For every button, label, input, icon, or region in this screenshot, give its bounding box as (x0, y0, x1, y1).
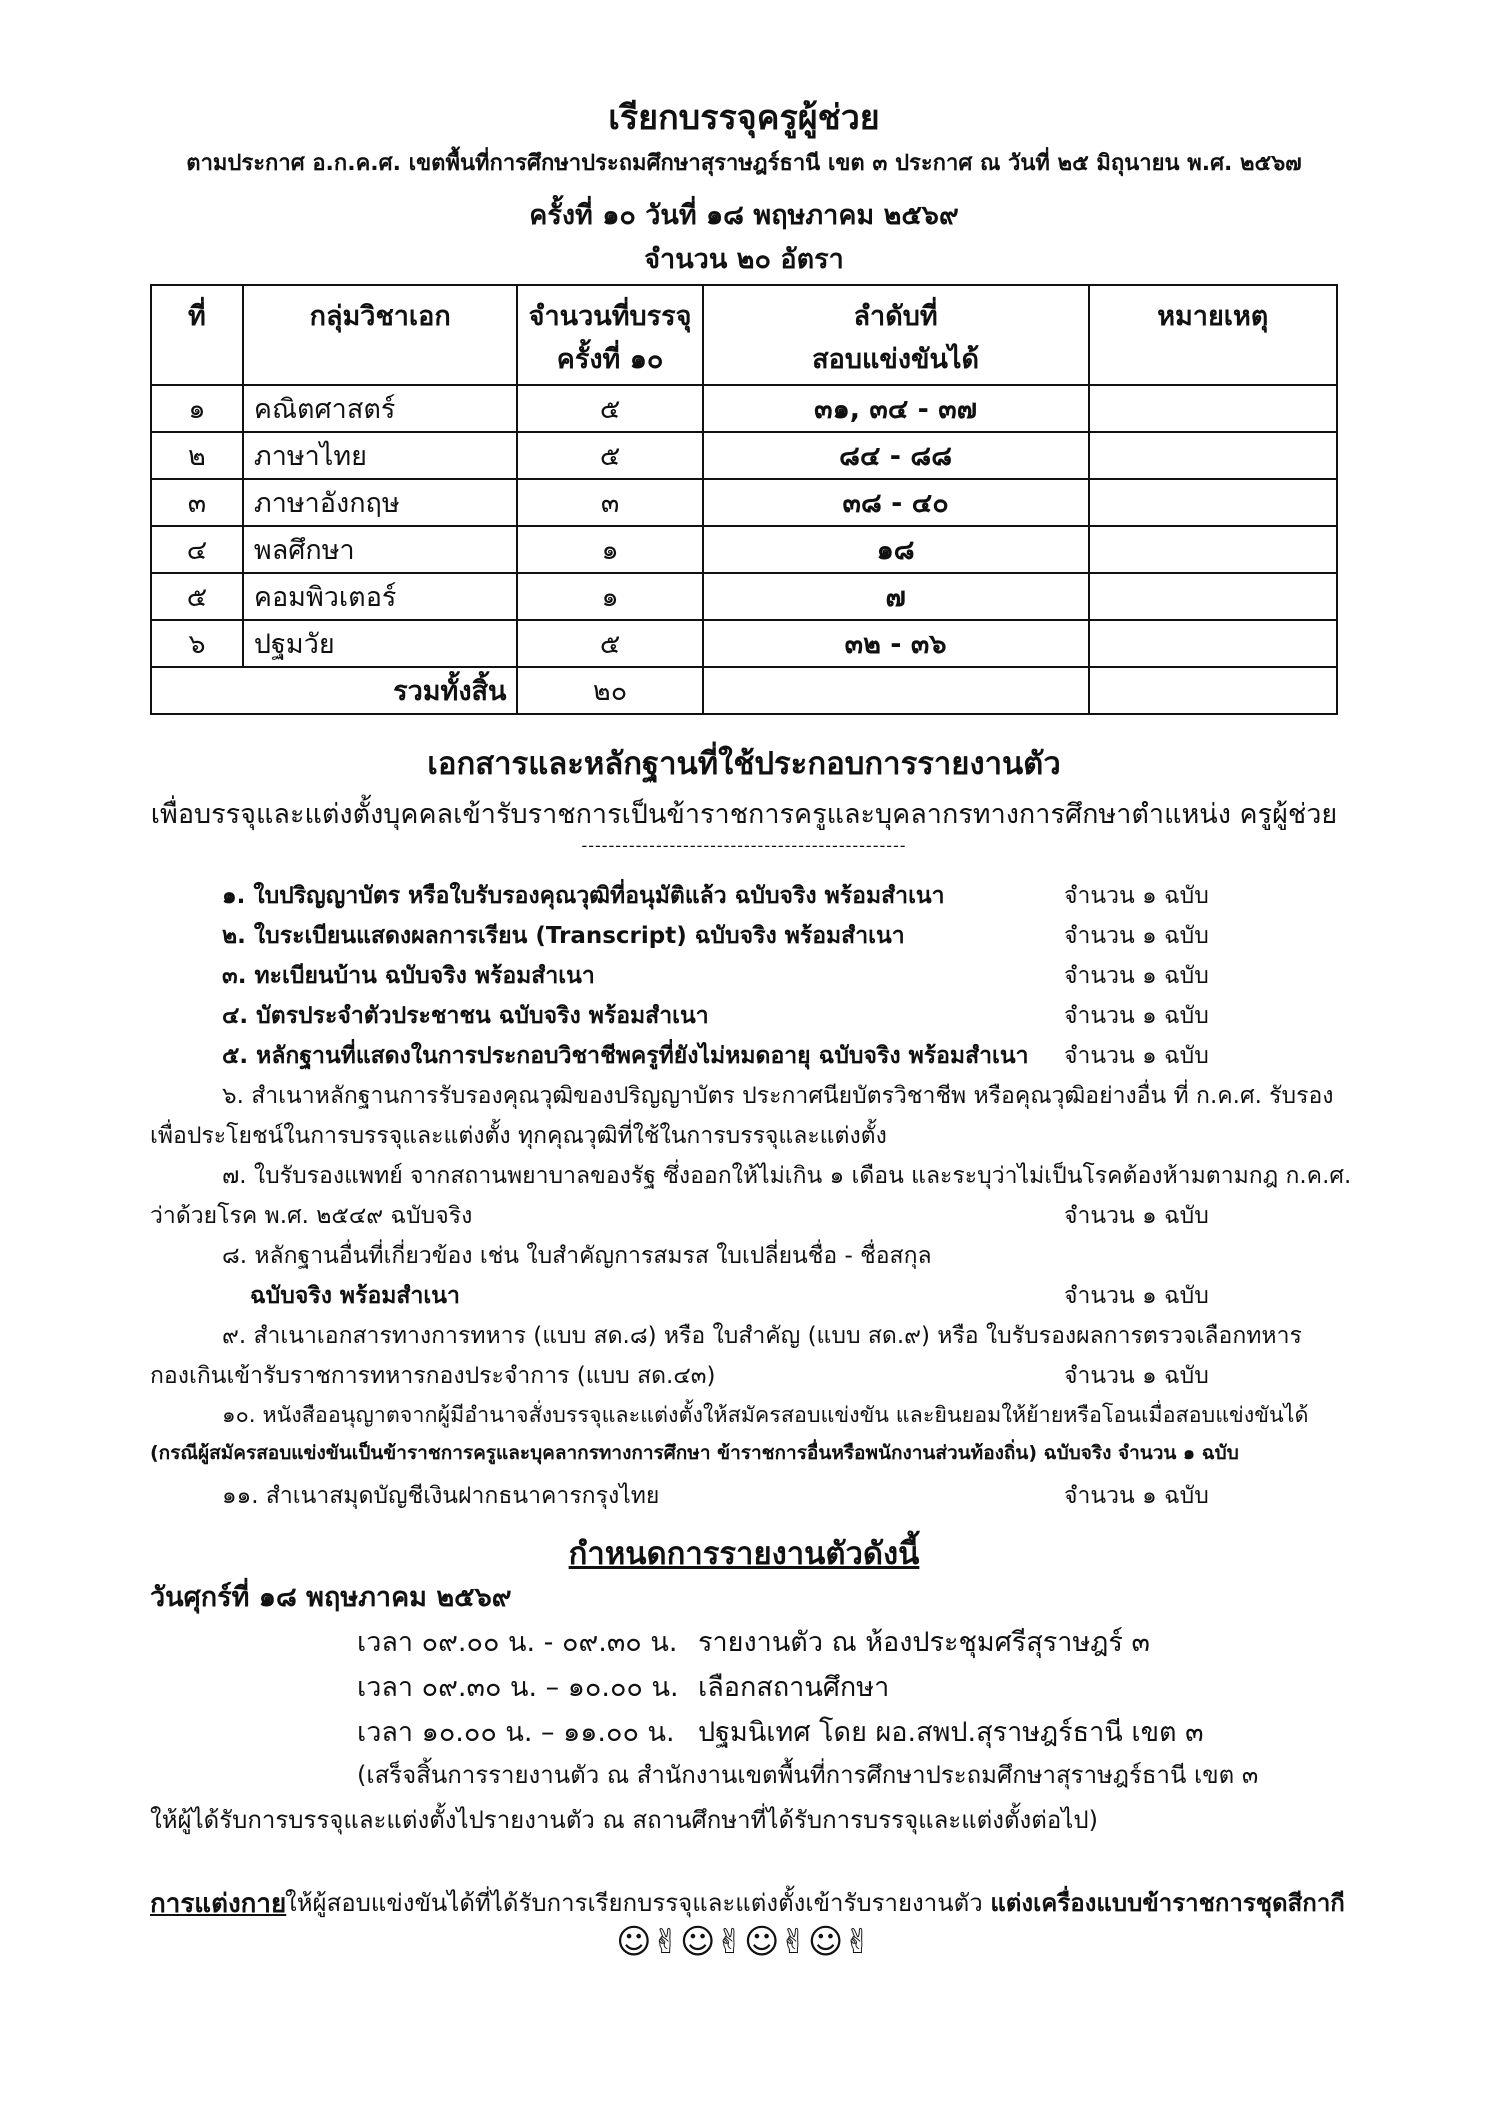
announcement-reference: ตามประกาศ อ.ก.ค.ศ. เขตพื้นที่การศึกษาประถมศึกษาสุราษฎร์ธานี เขต ๓ ประกาศ ณ วันที่ ๒๕ มิถุนายน พ.ศ. ๒๕๖๗ (186, 151, 1302, 176)
cell-subject: คอมพิวเตอร์ (243, 573, 518, 620)
document-qty-4: จำนวน ๑ ฉบับ (1064, 1003, 1209, 1029)
document-qty-3: จำนวน ๑ ฉบับ (1064, 963, 1209, 989)
smiley-victory-icon: ☺✌☺✌☺✌☺✌ (616, 1922, 872, 1962)
schedule-time-3: เวลา ๑๐.๐๐ น. – ๑๑.๐๐ น. (357, 1717, 675, 1748)
col-header-note: หมายเหตุ (1089, 285, 1337, 385)
document-item-2: ๒. ใบระเบียนแสดงผลการเรียน (Transcript) ฉบับจริง พร้อมสำเนา (222, 923, 905, 949)
document-item-4: ๔. บัตรประจำตัวประชาชน ฉบับจริง พร้อมสำเนา (222, 1003, 709, 1029)
total-rank-empty (703, 667, 1089, 714)
schedule-activity-3: ปฐมนิเทศ โดย ผอ.สพป.สุราษฎร์ธานี เขต ๓ (698, 1717, 1204, 1748)
round-date: ครั้งที่ ๑๐ วันที่ ๑๘ พฤษภาคม ๒๕๖๙ (529, 200, 959, 231)
cell-no: ๑ (151, 385, 243, 432)
documents-title: เอกสารและหลักฐานที่ใช้ประกอบการรายงานตัว (427, 746, 1061, 782)
document-item-7-line2: ว่าด้วยโรค พ.ศ. ๒๕๔๙ ฉบับจริง (150, 1203, 473, 1229)
cell-note (1089, 573, 1337, 620)
total-value: ๒๐ (517, 667, 702, 714)
document-qty-11: จำนวน ๑ ฉบับ (1064, 1483, 1209, 1509)
document-item-11: ๑๑. สำเนาสมุดบัญชีเงินฝากธนาคารกรุงไทย (222, 1483, 660, 1509)
document-item-7-line1: ๗. ใบรับรองแพทย์ จากสถานพยาบาลของรัฐ ซึ่งออกให้ไม่เกิน ๑ เดือน และระบุว่าไม่เป็นโรคต้องห้ามตามกฎ ก.ค.ศ. (222, 1163, 1352, 1189)
cell-rank: ๓๑, ๓๔ - ๓๗ (703, 385, 1089, 432)
document-qty-1: จำนวน ๑ ฉบับ (1064, 883, 1209, 909)
cell-count: ๕ (517, 620, 702, 667)
dress-code-text (285, 1883, 1345, 1922)
cell-note (1089, 620, 1337, 667)
document-qty-9: จำนวน ๑ ฉบับ (1064, 1363, 1209, 1389)
document-qty-7: จำนวน ๑ ฉบับ (1064, 1203, 1209, 1229)
position-amount: จำนวน ๒๐ อัตรา (644, 244, 844, 275)
schedule-note-line2: ให้ผู้ได้รับการบรรจุและแต่งตั้งไปรายงานตัว ณ สถานศึกษาที่ได้รับการบรรจุและแต่งตั้งต่อไป) (150, 1806, 1098, 1834)
table-total-row (151, 667, 1337, 714)
cell-count: ๑ (517, 526, 702, 573)
cell-rank: ๗ (703, 573, 1089, 620)
dress-code-uniform: แต่งเครื่องแบบข้าราชการชุดสีกากี (990, 1889, 1345, 1917)
col-header-rank-line2: สอบแข่งขันได้ (812, 344, 980, 375)
table-row (151, 620, 1337, 667)
document-item-8-line2: ฉบับจริง พร้อมสำเนา (250, 1283, 460, 1309)
cell-rank: ๑๘ (703, 526, 1089, 573)
document-item-8-line1: ๘. หลักฐานอื่นที่เกี่ยวข้อง เช่น ใบสำคัญการสมรส ใบเปลี่ยนชื่อ - ชื่อสกุล (222, 1243, 932, 1269)
schedule-time-1: เวลา ๐๙.๐๐ น. - ๐๙.๓๐ น. (357, 1627, 678, 1658)
divider: ------------------------------------------------ (581, 836, 907, 855)
cell-note (1089, 385, 1337, 432)
quota-table (150, 284, 1338, 715)
cell-count: ๓ (517, 479, 702, 526)
cell-subject: ปฐมวัย (243, 620, 518, 667)
total-label: รวมทั้งสิ้น (151, 667, 517, 714)
document-item-10-line2: (กรณีผู้สมัครสอบแข่งขันเป็นข้าราชการครูและบุคลากรทางการศึกษา ข้าราชการอื่นหรือพนักงานส่วนท้องถิ่น) ฉบับจริง จำนวน ๑ ฉบับ (150, 1442, 1239, 1464)
document-item-5: ๕. หลักฐานที่แสดงในการประกอบวิชาชีพครูที่ยังไม่หมดอายุ ฉบับจริง พร้อมสำเนา (222, 1043, 1029, 1069)
cell-count: ๕ (517, 385, 702, 432)
page-title: เรียกบรรจุครูผู้ช่วย (608, 98, 880, 138)
cell-rank: ๓๒ - ๓๖ (703, 620, 1089, 667)
documents-subtitle: เพื่อบรรจุและแต่งตั้งบุคคลเข้ารับราชการเป็นข้าราชการครูและบุคลากรทางการศึกษาตำแหน่ง ครูผู้ช่วย (150, 799, 1338, 830)
document-item-9-line1: ๙. สำเนาเอกสารทางการทหาร (แบบ สด.๘) หรือ ใบสำคัญ (แบบ สด.๙) หรือ ใบรับรองผลการตรวจเลือกทหาร (222, 1323, 1302, 1349)
total-note-empty (1089, 667, 1337, 714)
table-row (151, 432, 1337, 479)
cell-note (1089, 479, 1337, 526)
cell-rank: ๓๘ - ๔๐ (703, 479, 1089, 526)
cell-rank: ๘๔ - ๘๘ (703, 432, 1089, 479)
document-item-9-line2: กองเกินเข้ารับราชการทหารกองประจำการ (แบบ สด.๔๓) (150, 1363, 716, 1389)
cell-no: ๓ (151, 479, 243, 526)
schedule-activity-2: เลือกสถานศึกษา (698, 1672, 890, 1703)
document-item-6-line1: ๖. สำเนาหลักฐานการรับรองคุณวุฒิของปริญญาบัตร ประกาศนียบัตรวิชาชีพ หรือคุณวุฒิอย่างอื่น ที่ ก.ค.ศ. รับรอง (222, 1083, 1334, 1109)
schedule-title: กำหนดการรายงานตัวดังนี้ (568, 1536, 920, 1572)
col-header-count-line1: จำนวนที่บรรจุ (528, 301, 692, 332)
table-row (151, 479, 1337, 526)
document-item-3: ๓. ทะเบียนบ้าน ฉบับจริง พร้อมสำเนา (222, 963, 595, 989)
table-row (151, 385, 1337, 432)
cell-no: ๔ (151, 526, 243, 573)
cell-no: ๕ (151, 573, 243, 620)
dress-code-label: การแต่งกาย (150, 1889, 287, 1919)
col-header-count (517, 285, 702, 385)
document-qty-8: จำนวน ๑ ฉบับ (1064, 1283, 1209, 1309)
document-item-6-line2: เพื่อประโยชน์ในการบรรจุและแต่งตั้ง ทุกคุณวุฒิที่ใช้ในการบรรจุและแต่งตั้ง (150, 1123, 887, 1149)
cell-subject: พลศึกษา (243, 526, 518, 573)
table-row (151, 526, 1337, 573)
cell-no: ๒ (151, 432, 243, 479)
cell-subject: คณิตศาสตร์ (243, 385, 518, 432)
cell-note (1089, 432, 1337, 479)
document-item-10-line1: ๑๐. หนังสืออนุญาตจากผู้มีอำนาจสั่งบรรจุและแต่งตั้งให้สมัครสอบแข่งขัน และยินยอมให้ย้ายหรือโอนเมื่อสอบแข่งขันได้ (222, 1403, 1309, 1428)
schedule-activity-1: รายงานตัว ณ ห้องประชุมศรีสุราษฎร์ ๓ (698, 1627, 1150, 1658)
cell-subject: ภาษาไทย (243, 432, 518, 479)
col-header-no: ที่ (151, 285, 243, 385)
col-header-rank (703, 285, 1089, 385)
schedule-date: วันศุกร์ที่ ๑๘ พฤษภาคม ๒๕๖๙ (150, 1582, 512, 1613)
col-header-rank-line1: ลำดับที่ (853, 301, 938, 332)
cell-count: ๑ (517, 573, 702, 620)
col-header-count-line2: ครั้งที่ ๑๐ (556, 344, 664, 375)
document-item-1: ๑. ใบปริญญาบัตร หรือใบรับรองคุณวุฒิที่อนุมัติแล้ว ฉบับจริง พร้อมสำเนา (222, 883, 945, 909)
cell-no: ๖ (151, 620, 243, 667)
dress-code-instruction: ให้ผู้สอบแข่งขันได้ที่ได้รับการเรียกบรรจุและแต่งตั้งเข้ารับรายงานตัว (285, 1889, 983, 1917)
schedule-note-line1: (เสร็จสิ้นการรายงานตัว ณ สำนักงานเขตพื้นที่การศึกษาประถมศึกษาสุราษฎร์ธานี เขต ๓ (357, 1761, 1259, 1789)
table-row (151, 573, 1337, 620)
document-qty-2: จำนวน ๑ ฉบับ (1064, 923, 1209, 949)
col-header-subject: กลุ่มวิชาเอก (243, 285, 518, 385)
schedule-time-2: เวลา ๐๙.๓๐ น. – ๑๐.๐๐ น. (357, 1672, 679, 1703)
cell-subject: ภาษาอังกฤษ (243, 479, 518, 526)
cell-note (1089, 526, 1337, 573)
document-qty-5: จำนวน ๑ ฉบับ (1064, 1043, 1209, 1069)
table-header-row (151, 285, 1337, 385)
cell-count: ๕ (517, 432, 702, 479)
